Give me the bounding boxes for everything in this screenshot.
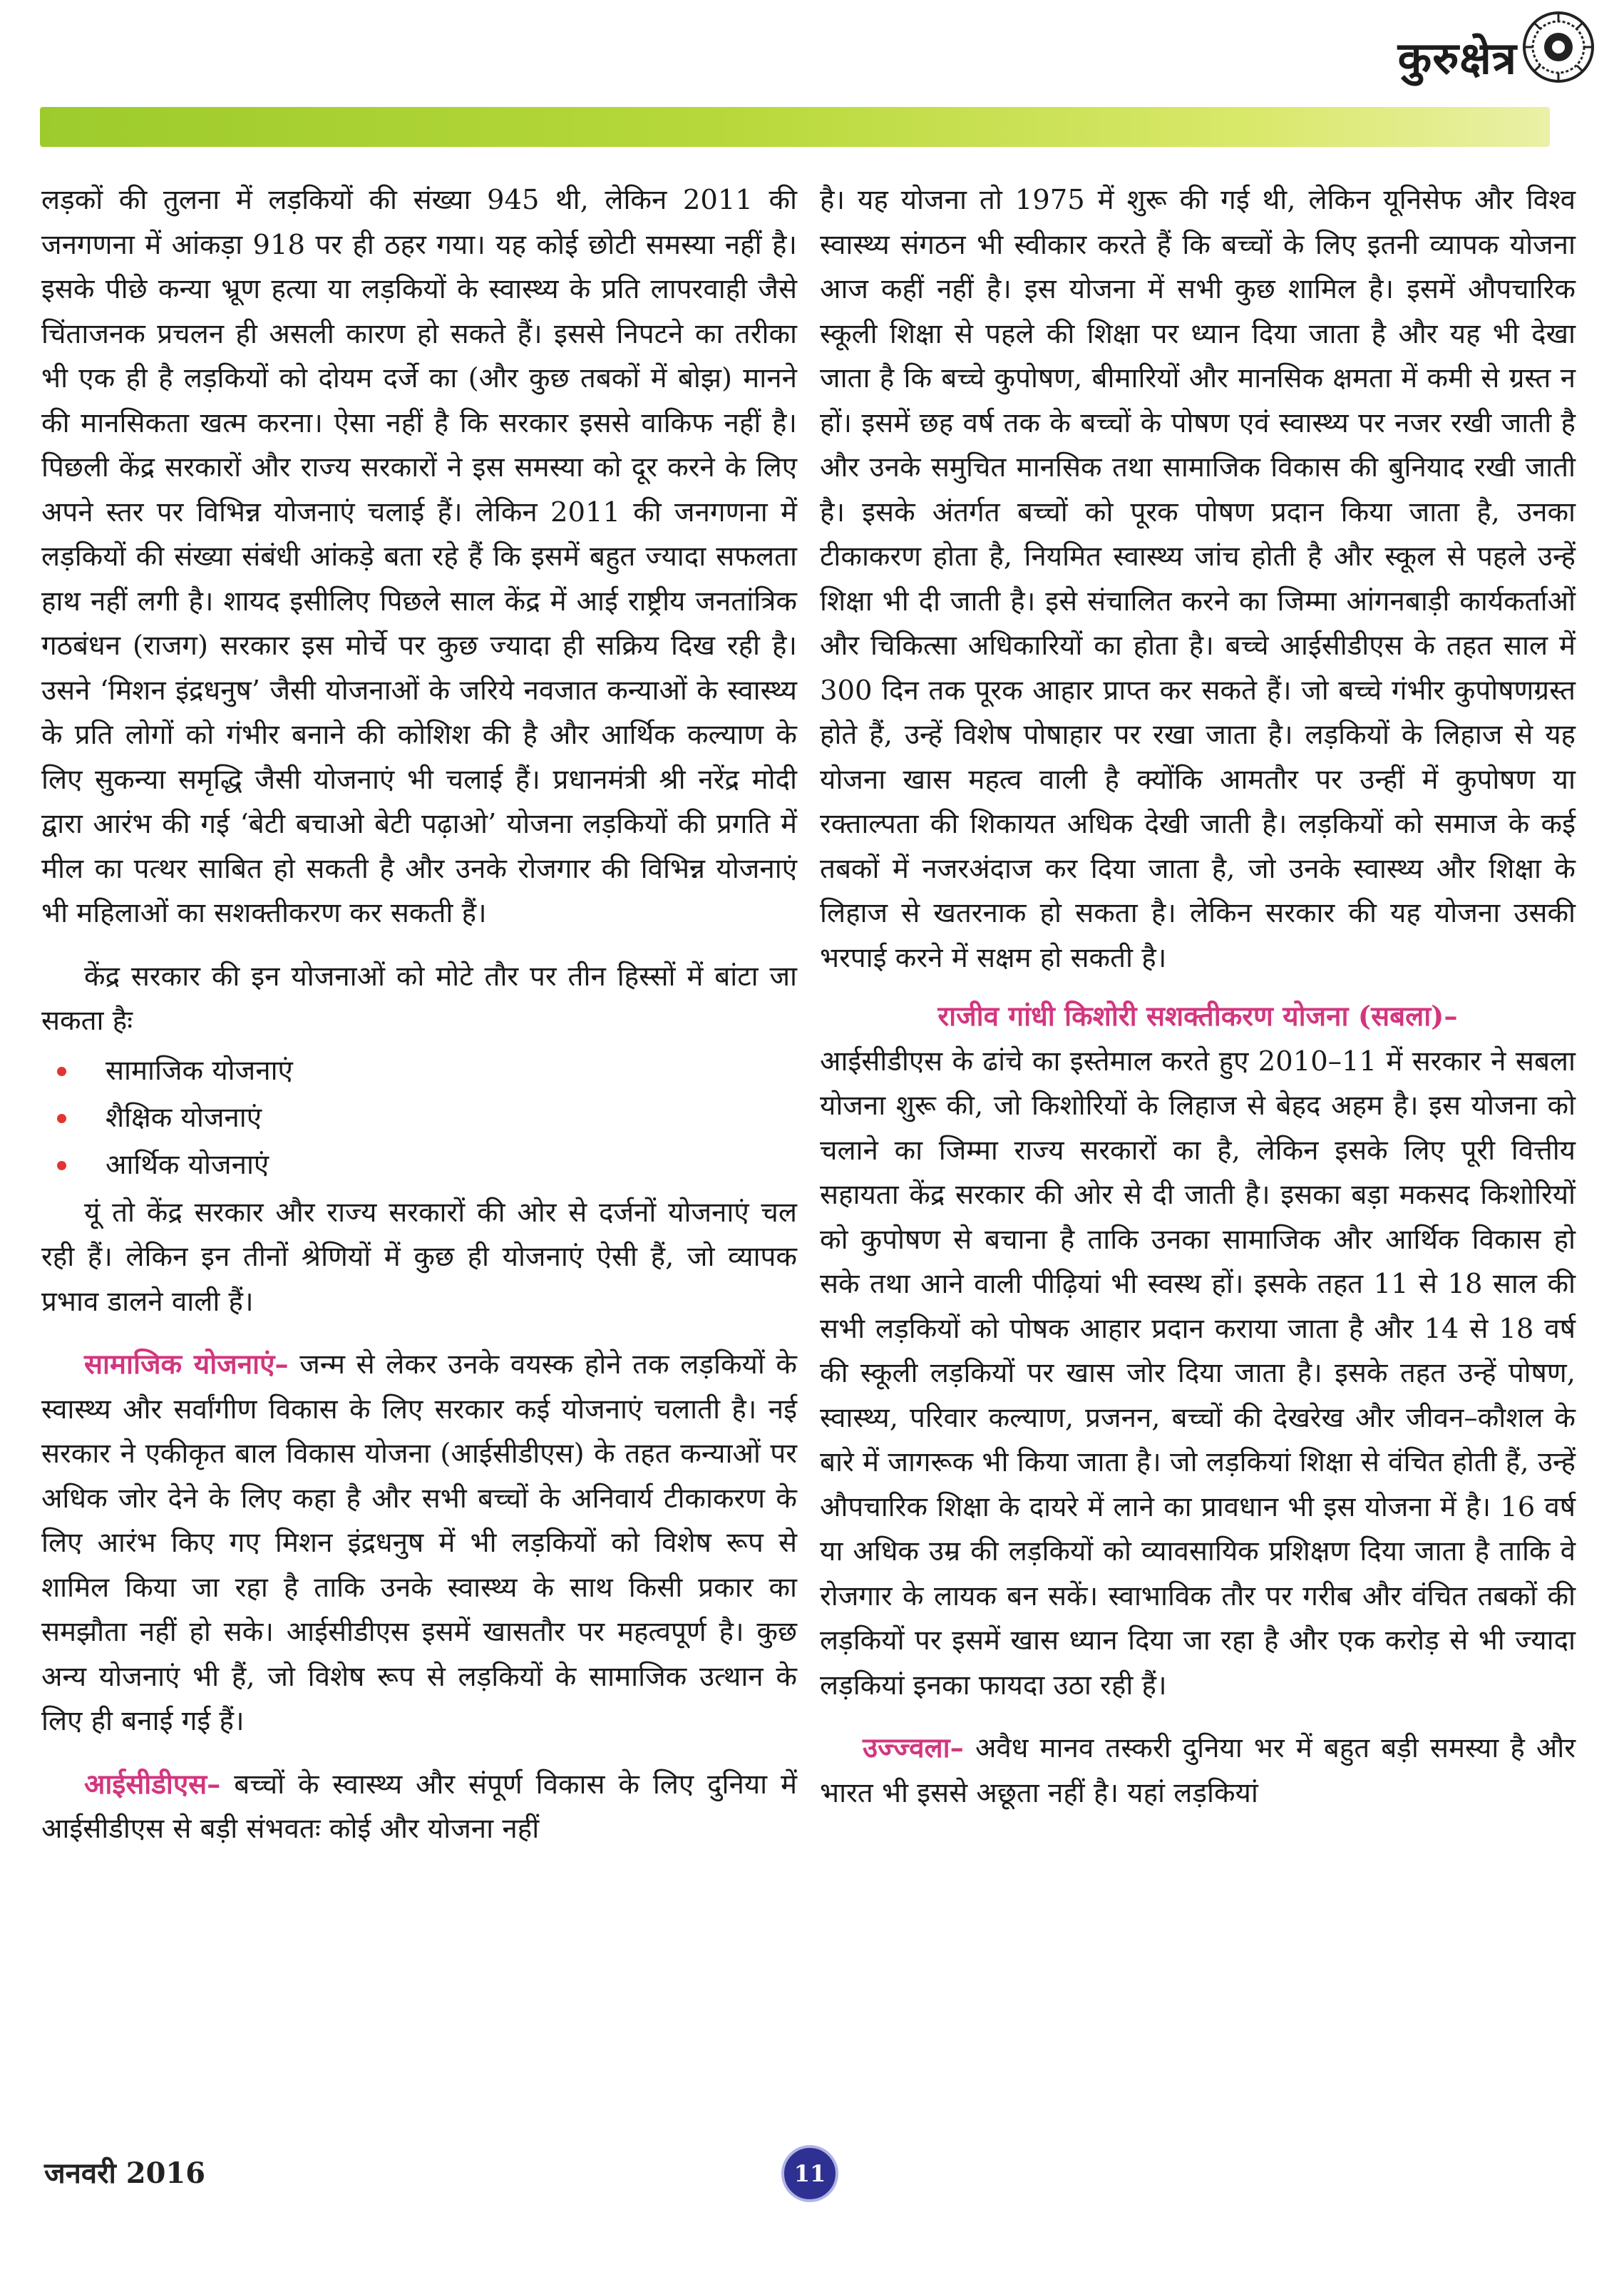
scheme-category-list [41, 1050, 797, 1187]
left-paragraph-3: यूं तो केंद्र सरकार और राज्य सरकारों की ओर से दर्जनों योजनाएं चल रही हैं। लेकिन इन तीनों श्रेणियों में कुछ ही योजनाएं ऐसी हैं, जो व्यापक प्रभाव डालने वाली हैं। [41, 1196, 797, 1318]
right-paragraph-2: आईसीडीएस के ढांचे का इस्तेमाल करते हुए 2010–11 में सरकार ने सबला योजना शुरू की, जो किशोरियों के लिहाज से बेहद अहम है। इस योजना को चलाने का जिम्मा राज्य सरकारों का है, लेकिन इसके लिए पूरी वित्तीय सहायता केंद्र सरकार की ओर से दी जाती है। इसका बड़ा मकसद किशोरियों को कुपोषण से बचाना है ताकि उनका सामाजिक और आर्थिक विकास हो सके तथा आने वाली पीढ़ियां भी स्वस्थ हों। इसके तहत 11 से 18 साल की सभी लड़कियों को पोषक आहार प्रदान कराया जाता है और 14 से 18 वर्ष की स्कूली लड़कियों पर खास जोर दिया जाता है। इसके तहत उन्हें पोषण, स्वास्थ्य, परिवार कल्याण, प्रजनन, बच्चों की देखरेख और जीवन–कौशल के बारे में जागरूक भी किया जाता है। जो लड़कियां शिक्षा से वंचित होती हैं, उन्हें औपचारिक शिक्षा के दायरे में लाने का प्रावधान भी इस योजना में है। 16 वर्ष या अधिक उम्र की लड़कियों को व्यावसायिक प्रशिक्षण दिया जाता है ताकि वे रोजगार के लायक बन सकें। स्वाभाविक तौर पर गरीब और वंचित तबकों की लड़कियों पर इसमें खास ध्यान दिया जा रहा है और एक करोड़ से भी ज्यादा लड़कियां इनका फायदा उठा रही हैं। [820, 1045, 1576, 1702]
bullet-icon [57, 1067, 66, 1076]
list-item: शैक्षिक योजनाएं [41, 1097, 797, 1140]
footer-date: जनवरी 2016 [44, 2156, 206, 2190]
section-heading-social: सामाजिक योजनाएं– [84, 1349, 289, 1381]
section-heading-ujjawala: उज्ज्वला– [863, 1732, 964, 1764]
right-paragraph-1: है। यह योजना तो 1975 में शुरू की गई थी, लेकिन यूनिसेफ और विश्व स्वास्थ्य संगठन भी स्वीकार करते हैं कि बच्चों के लिए इतनी व्यापक योजना आज कहीं नहीं है। इस योजना में सभी कुछ शामिल है। इसमें औपचारिक स्कूली शिक्षा से पहले की शिक्षा पर ध्यान दिया जाता है और यह भी देखा जाता है कि बच्चे कुपोषण, बीमारियों और मानसिक क्षमता में कमी से ग्रस्त न हों। इसमें छह वर्ष तक के बच्चों के पोषण एवं स्वास्थ्य पर नजर रखी जाती है और उनके समुचित मानसिक तथा सामाजिक विकास की बुनियाद रखी जाती है। इसके अंतर्गत बच्चों को पूरक पोषण प्रदान किया जाता है, उनका टीकाकरण होता है, नियमित स्वास्थ्य जांच होती है और स्कूल से पहले उन्हें शिक्षा भी दी जाती है। इसे संचालित करने का जिम्मा आंगनबाड़ी कार्यकर्ताओं और चिकित्सा अधिकारियों का होता है। बच्चे आईसीडीएस के तहत साल में 300 दिन तक पूरक आहार प्राप्त कर सकते हैं। जो बच्चे गंभीर कुपोषणग्रस्त होते हैं, उन्हें विशेष पोषाहार पर रखा जाता है। लड़कियों के लिहाज से यह योजना खास महत्व वाली है क्योंकि आमतौर पर उन्हीं में कुपोषण या रक्ताल्पता की शिकायत अधिक देखी जाती है। लड़कियों को समाज के कई तबकों में नजरअंदाज कर दिया जाता है, जो उनके स्वास्थ्य और शिक्षा के लिहाज से खतरनाक हो सकता है। लेकिन सरकार की यह योजना उसकी भरपाई करने में सक्षम हो सकती है। [820, 184, 1576, 974]
list-item: सामाजिक योजनाएं [41, 1050, 797, 1092]
right-column [820, 178, 1576, 1816]
bullet-icon [57, 1114, 66, 1123]
list-item: आर्थिक योजनाएं [41, 1144, 797, 1187]
section-heading-sabla: राजीव गांधी किशोरी सशक्तीकरण योजना (सबला)– [937, 1001, 1458, 1033]
journal-emblem-icon [1521, 10, 1595, 84]
page-number-badge: 11 [781, 2145, 838, 2202]
header-color-bar [40, 107, 1550, 147]
left-column [41, 178, 797, 1852]
left-paragraph-2: केंद्र सरकार की इन योजनाओं को मोटे तौर पर तीन हिस्सों में बांटा जा सकता हैः [41, 960, 797, 1037]
section-heading-icds: आईसीडीएस– [84, 1768, 221, 1801]
left-paragraph-4: सामाजिक योजनाएं– जन्म से लेकर उनके वयस्क होने तक लड़कियों के स्वास्थ्य और सर्वांगीण विकास के लिए सरकार कई योजनाएं चलाती है। नई सरकार ने एकीकृत बाल विकास योजना (आईसीडीएस) के तहत कन्याओं पर अधिक जोर देने के लिए कहा है और सभी बच्चों के अनिवार्य टीकाकरण के लिए आरंभ किए गए मिशन इंद्रधनुष में भी लड़कियों को विशेष रूप से शामिल किया जा रहा है ताकि उनके स्वास्थ्य के साथ किसी प्रकार का समझौता नहीं हो सके। आईसीडीएस इसमें खासतौर पर महत्वपूर्ण है। कुछ अन्य योजनाएं भी हैं, जो विशेष रूप से लड़कियों के सामाजिक उत्थान के लिए ही बनाई गई हैं। [41, 1349, 797, 1737]
left-paragraph-1: लड़कों की तुलना में लड़कियों की संख्या 945 थी, लेकिन 2011 की जनगणना में आंकड़ा 918 पर ही ठहर गया। यह कोई छोटी समस्या नहीं है। इसके पीछे कन्या भ्रूण हत्या या लड़कियों के स्वास्थ्य के प्रति लापरवाही जैसे चिंताजनक प्रचलन ही असली कारण हो सकते हैं। इससे निपटने का तरीका भी एक ही है लड़कियों को दोयम दर्जे का (और कुछ तबकों में बोझ) मानने की मानसिकता खत्म करना। ऐसा नहीं है कि सरकार इससे वाकिफ नहीं है। पिछली केंद्र सरकारों और राज्य सरकारों ने इस समस्या को दूर करने के लिए अपने स्तर पर विभिन्न योजनाएं चलाई हैं। लेकिन 2011 की जनगणना में लड़कियों की संख्या संबंधी आंकड़े बता रहे हैं कि इसमें बहुत ज्यादा सफलता हाथ नहीं लगी है। शायद इसीलिए पिछले साल केंद्र में आई राष्ट्रीय जनतांत्रिक गठबंधन (राजग) सरकार इस मोर्चे पर कुछ ज्यादा ही सक्रिय दिख रही है। उसने ‘मिशन इंद्रधनुष’ जैसी योजनाओं के जरिये नवजात कन्याओं के स्वास्थ्य के प्रति लोगों को गंभीर बनाने की कोशिश की है और आर्थिक कल्याण के लिए सुकन्या समृद्धि जैसी योजनाएं भी चलाई हैं। प्रधानमंत्री श्री नरेंद्र मोदी द्वारा आरंभ की गई ‘बेटी बचाओ बेटी पढ़ाओ’ योजना लड़कियों की प्रगति में मील का पत्थर साबित हो सकती है और उनके रोजगार की विभिन्न योजनाएं भी महिलाओं का सशक्तीकरण कर सकती हैं। [41, 184, 797, 929]
right-paragraph-3: उज्ज्वला– अवैध मानव तस्करी दुनिया भर में बहुत बड़ी समस्या है और भारत भी इससे अछूता नहीं है। यहां लड़कियां [820, 1732, 1576, 1809]
bullet-icon [57, 1161, 66, 1170]
header-title: कुरुक्षेत्र [1397, 32, 1517, 84]
left-paragraph-5: आईसीडीएस– बच्चों के स्वास्थ्य और संपूर्ण विकास के लिए दुनिया में आईसीडीएस से बड़ी संभवतः कोई और योजना नहीं [41, 1768, 797, 1845]
